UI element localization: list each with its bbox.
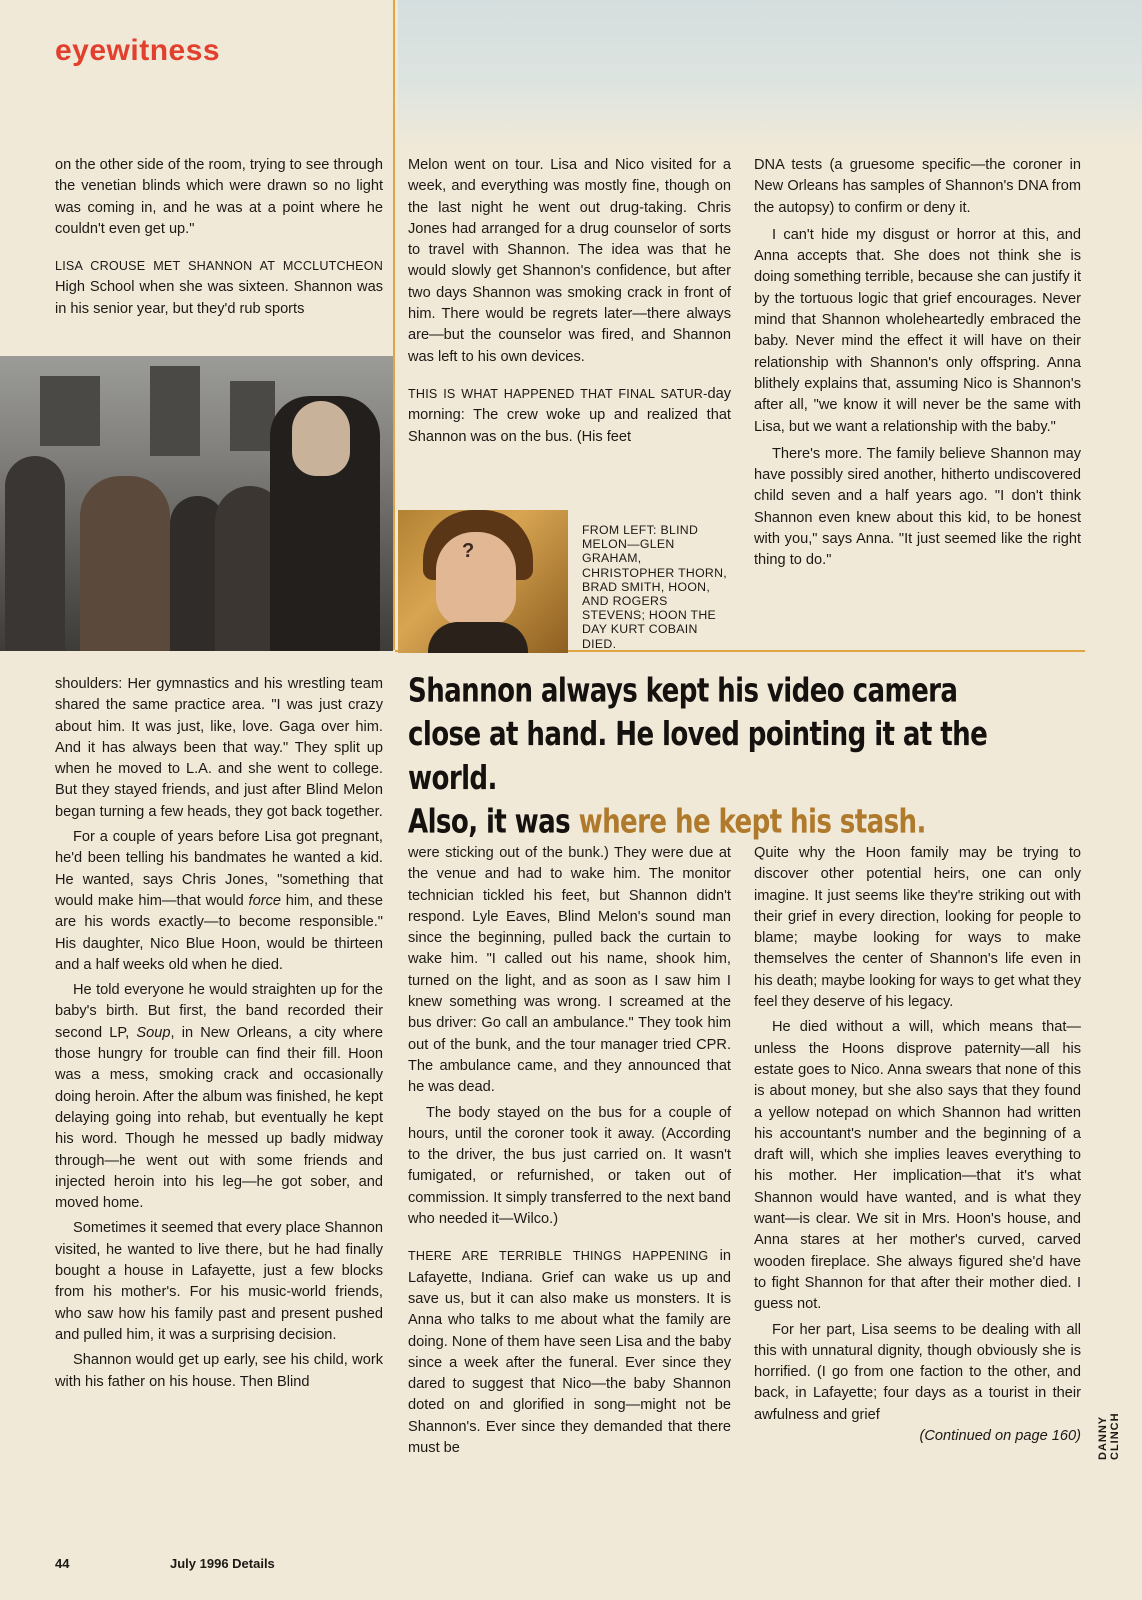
continued-note[interactable]: (Continued on page 160) [919,1428,1081,1445]
paragraph: For her part, Lisa seems to be dealing with all this with unnatural dignity, though obviously she is horrified. (I go from one faction to the other, and back, in Lafayette; four days as a tourist in their awfulness and grief [754,1321,1081,1423]
section-logo: eyewitness [55,34,221,67]
vertical-divider [393,0,395,650]
album-title: Soup [136,1024,171,1041]
paragraph [55,256,383,320]
pull-quote-line: Shannon always kept his video camera [408,670,958,710]
paragraph: There's more. The family believe Shannon may have possibly sired another, hitherto undiscovered child seven and a half years ago. "I don't think Shannon even knew about this kid, to be honest with you," says Anna. "It just seemed like the right thing to do." [754,445,1081,569]
paragraph-text: For a couple of years before Lisa got pregnant, he'd been telling his bandmates he wanted a kid. He wanted, says Chris Jones, "something that would make him—that would [55,829,383,909]
hoon-portrait-photo: ? [398,510,568,653]
issue-label: July 1996 Details [170,1556,275,1571]
section-lead: THERE ARE TERRIBLE THINGS HAPPENING [408,1249,709,1264]
paragraph: Sometimes it seemed that every place Shannon visited, he wanted to live there, but he had finally bought a house in Lafayette, just a few blocks from his mother's. For his music-world friends, who saw how his family past and present pushed and pulled him, it was a surprising decision. [55,1220,383,1343]
emphasis: force [248,892,281,909]
paragraph-text: him, and these are his words exactly—to become responsible." His daughter, Nico Blue Hoon, would be thirteen and a half weeks old when he died. [55,892,383,973]
paragraph: Quite why the Hoon family may be trying to discover other potential heirs, one can only imagine. It just seems like they're striking out with their grief in every direction, looking for people to blame; maybe looking for ways to make themselves the center of Shannon's life even in his death; maybe looking for ways to get what they feel they deserve of his legacy. [754,845,1081,1011]
faded-photo-strip [398,0,1142,150]
paragraph-text: in Lafayette, Indiana. Grief can wake us up and save us, but it can also make us monsters. It is Anna who talks to me about what the family are doing. None of them have seen Lisa and the baby since a week after the funeral. Ever since they dared to suggest that Nico—the baby Shannon doted on and glorified in song—might not be Shannon's. Ever since they demanded that there must be [408,1248,731,1457]
paragraph [408,1246,731,1459]
pull-quote [408,668,1048,843]
paragraph-text: , in New Orleans, a city where those hungry for trouble can find their fill. Hoon was a mess, smoking crack and occasionally doing heroin. After the album was finished, he kept delaying going into rehab, but eventually he kept his word. Though he messed up badly midway through—he went out with some friends and injected heroin into his leg—he got sober, and moved home. [55,1024,383,1212]
col2-bottom-text [408,843,731,1459]
paragraph: on the other side of the room, trying to see through the venetian blinds which were drawn so no light was coming in, and he was at a point where he couldn't even get up." [55,157,383,237]
paragraph-text: High School when she was sixteen. Shannon was in his senior year, but they'd rub sports [55,279,383,317]
pull-quote-highlight: where he kept his stash. [578,801,926,841]
paragraph-text: He told everyone he would straighten up for the baby's birth. But first, the band recorded their second LP, [55,982,383,1041]
paragraph [55,980,383,1214]
pull-quote-text: Also, it was [408,801,579,841]
pull-quote-line: close at hand. He loved pointing it at the world. [408,714,988,797]
section-lead: THIS IS WHAT HAPPENED THAT FINAL SATUR- [408,386,708,401]
col2-top-text [408,155,731,448]
photo-caption: FROM LEFT: BLIND MELON—GLEN GRAHAM, CHRISTOPHER THORN, BRAD SMITH, HOON, AND ROGERS STEVENS; HOON THE DAY KURT COBAIN DIED. [582,523,728,651]
paragraph: were sticking out of the bunk.) They were due at the venue and had to wake him. The monitor technician tickled his feet, but Shannon didn't respond. Lyle Eaves, Blind Melon's sound man since the beginning, pulled back the curtain to wake him. "I called out his name, shook him, turned on the light, and as soon as I saw him I knew something was wrong. I screamed at the bus driver: Go call an ambulance." They took him out of the bunk, and the tour manager tried CPR. The ambulance came, and they announced that he was dead. [408,845,731,1096]
col1-top-text [55,155,383,320]
col1-bottom-text [55,674,383,1393]
paragraph: DNA tests (a gruesome specific—the coroner in New Orleans has samples of Shannon's DNA from the autopsy) to confirm or deny it. [754,157,1081,216]
paragraph-text: day morning: The crew woke up and realized that Shannon was on the bus. (His feet [408,385,731,445]
paragraph: Shannon would get up early, see his child, work with his father on his house. Then Blind [55,1352,383,1390]
paragraph: shoulders: Her gymnastics and his wrestling team shared the same practice area. "I was just crazy about him. It was just, like, love. Gaga over him. And it has always been that way." They split up when he moved to L.A. and she went to college. But they stayed friends, and just after Blind Melon began turning a few heads, they got back together. [55,676,383,820]
paragraph [55,827,383,976]
col3-bottom-text [754,843,1081,1447]
photo-credit: DANNY CLINCH [1097,1412,1121,1460]
page-number: 44 [55,1556,70,1571]
paragraph: He died without a will, which means that—unless the Hoons disprove paternity—all his estate goes to Nico. Anna swears that none of this is about money, but she also says that they found a yellow notepad on which Shannon had written his accountant's number and the beginning of a draft will, which she implies leaves everything to his mother. Her implication—that it's what Shannon would have wanted, and is what they want—is clear. We sit in Mrs. Hoon's house, and Anna stares at her mother's curved, carved wooden fireplace. She always figured she'd have to fight Shannon for that after their mother died. I guess not. [754,1019,1081,1313]
section-lead: LISA CROUSE MET SHANNON AT MCCLUTCHEON [55,259,383,274]
band-photo [0,356,393,651]
paragraph: The body stayed on the bus for a couple of hours, until the coroner took it away. (According to the driver, the bus just carried on. It wasn't fumigated, or refurnished, or taken out of commission. It simply transferred to the next band who needed it—Wilco.) [408,1104,731,1228]
paragraph [408,384,731,448]
col3-top-text [754,155,1081,572]
paragraph: I can't hide my disgust or horror at this, and Anna accepts that. She does not think she is doing something terrible, because she can justify it by the tortuous logic that grief encourages. Never mind that Shannon wholeheartedly embraced the baby. Never mind the effect it will have on their relationship with Shannon's only offspring. Anna blithely explains that, assuming Nico is Shannon's after all, "we know it will never be the same with Lisa, but we want a relationship with the baby." [754,226,1081,435]
pull-quote-line [408,799,1048,843]
paragraph: Melon went on tour. Lisa and Nico visited for a week, and everything was mostly fine, though on the last night he went out drug-taking. Chris Jones had arranged for a drug counselor of sorts to travel with Shannon. The idea was that he would slowly get Shannon's confidence, but after two days Shannon was smoking crack in front of him. There would be regrets later—there always are—but the counselor was fired, and Shannon was left to his own devices. [408,157,731,365]
